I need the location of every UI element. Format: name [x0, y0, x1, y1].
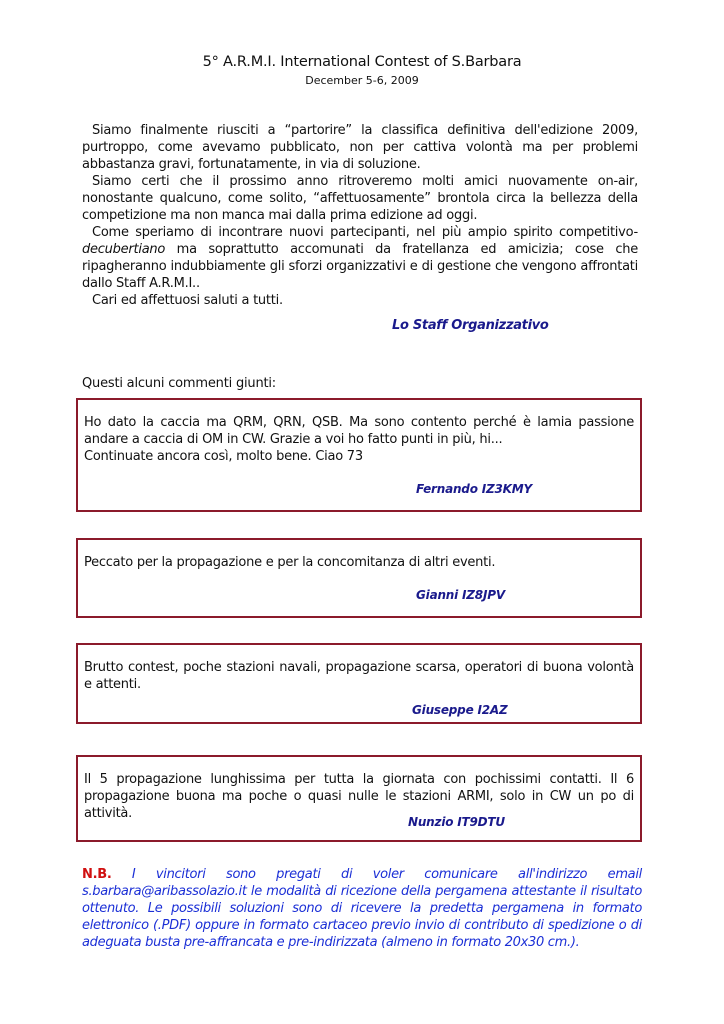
comment-author: Giuseppe I2AZ [412, 703, 508, 717]
comment-text: Peccato per la propagazione e per la concomitanza di altri eventi. [84, 555, 496, 570]
letter-paragraph-3-end: ma soprattutto accomunati da fratellanza ed amicizia; cose che ripagheranno indubbiamente gli sforzi organizzativi e di gestione che vengono affrontati dallo Staff A.R.M.I.. [82, 242, 638, 291]
comments-intro: Questi alcuni commenti giunti: [82, 376, 276, 391]
comment-author: Fernando IZ3KMY [416, 482, 532, 496]
letter-paragraph-3-start: Come speriamo di incontrare nuovi partecipanti, nel più ampio spirito competitivo- [92, 225, 638, 240]
document-title: 5° A.R.M.I. International Contest of S.Barbara [202, 54, 522, 70]
note-text: I vincitori sono pregati di voler comunicare all'indirizzo email s.barbara@aribassolazio.it le modalità di ricezione della pergamena attestante il risultato ottenuto. Le possibili soluzioni sono di ricevere la predetta pergamena in formato elettronico (.PDF) oppure in formato cartaceo previo invio di contributo di spedizione o di adeguata busta pre-affrancata e pre-indirizzata (almeno in formato 20x30 cm.). [82, 867, 642, 950]
comment-text: Il 5 propagazione lunghissima per tutta la giornata con pochissimi contatti. Il 6 propagazione buona ma poche o quasi nulle le stazioni ARMI, solo in CW un po di attività. [84, 772, 634, 821]
comment-box-nunzio [76, 755, 642, 842]
comment-author: Nunzio IT9DTU [408, 815, 505, 829]
letter-paragraph-3-italic: decubertiano [82, 242, 166, 257]
comment-box-fernando [76, 398, 642, 512]
comment-text-line-1: Ho dato la caccia ma QRM, QRN, QSB. Ma sono contento perché è lamia passione andare a caccia di OM in CW. Grazie a voi ho fatto punti in più, hi... [84, 415, 634, 447]
comment-author: Gianni IZ8JPV [416, 588, 505, 602]
letter-paragraph-3 [82, 224, 638, 292]
comment-text-line-2: Continuate ancora così, molto bene. Ciao 73 [84, 449, 363, 464]
comment-box-giuseppe [76, 643, 642, 724]
winners-note [82, 866, 642, 951]
comment-text: Brutto contest, poche stazioni navali, propagazione scarsa, operatori di buona volontà e attenti. [84, 660, 634, 692]
document-date: December 5-6, 2009 [305, 74, 419, 87]
comment-box-gianni [76, 538, 642, 618]
letter-paragraph-4: Cari ed affettuosi saluti a tutti. [92, 293, 283, 308]
comment-text [84, 414, 634, 465]
note-label: N.B. [82, 867, 112, 882]
staff-signature: Lo Staff Organizzativo [392, 318, 549, 333]
letter-body [82, 122, 638, 309]
letter-paragraph-1: Siamo finalmente riusciti a “partorire” la classifica definitiva dell'edizione 2009, purtroppo, come avevamo pubblicato, non per cattiva volontà ma per problemi abbastanza gravi, fortunatamente, in via di soluzione. [82, 123, 638, 172]
letter-paragraph-2: Siamo certi che il prossimo anno ritroveremo molti amici nuovamente on-air, nonostante qualcuno, come solito, “affettuosamente” brontola circa la bellezza della competizione ma non manca mai dalla prima edizione ad oggi. [82, 174, 638, 223]
